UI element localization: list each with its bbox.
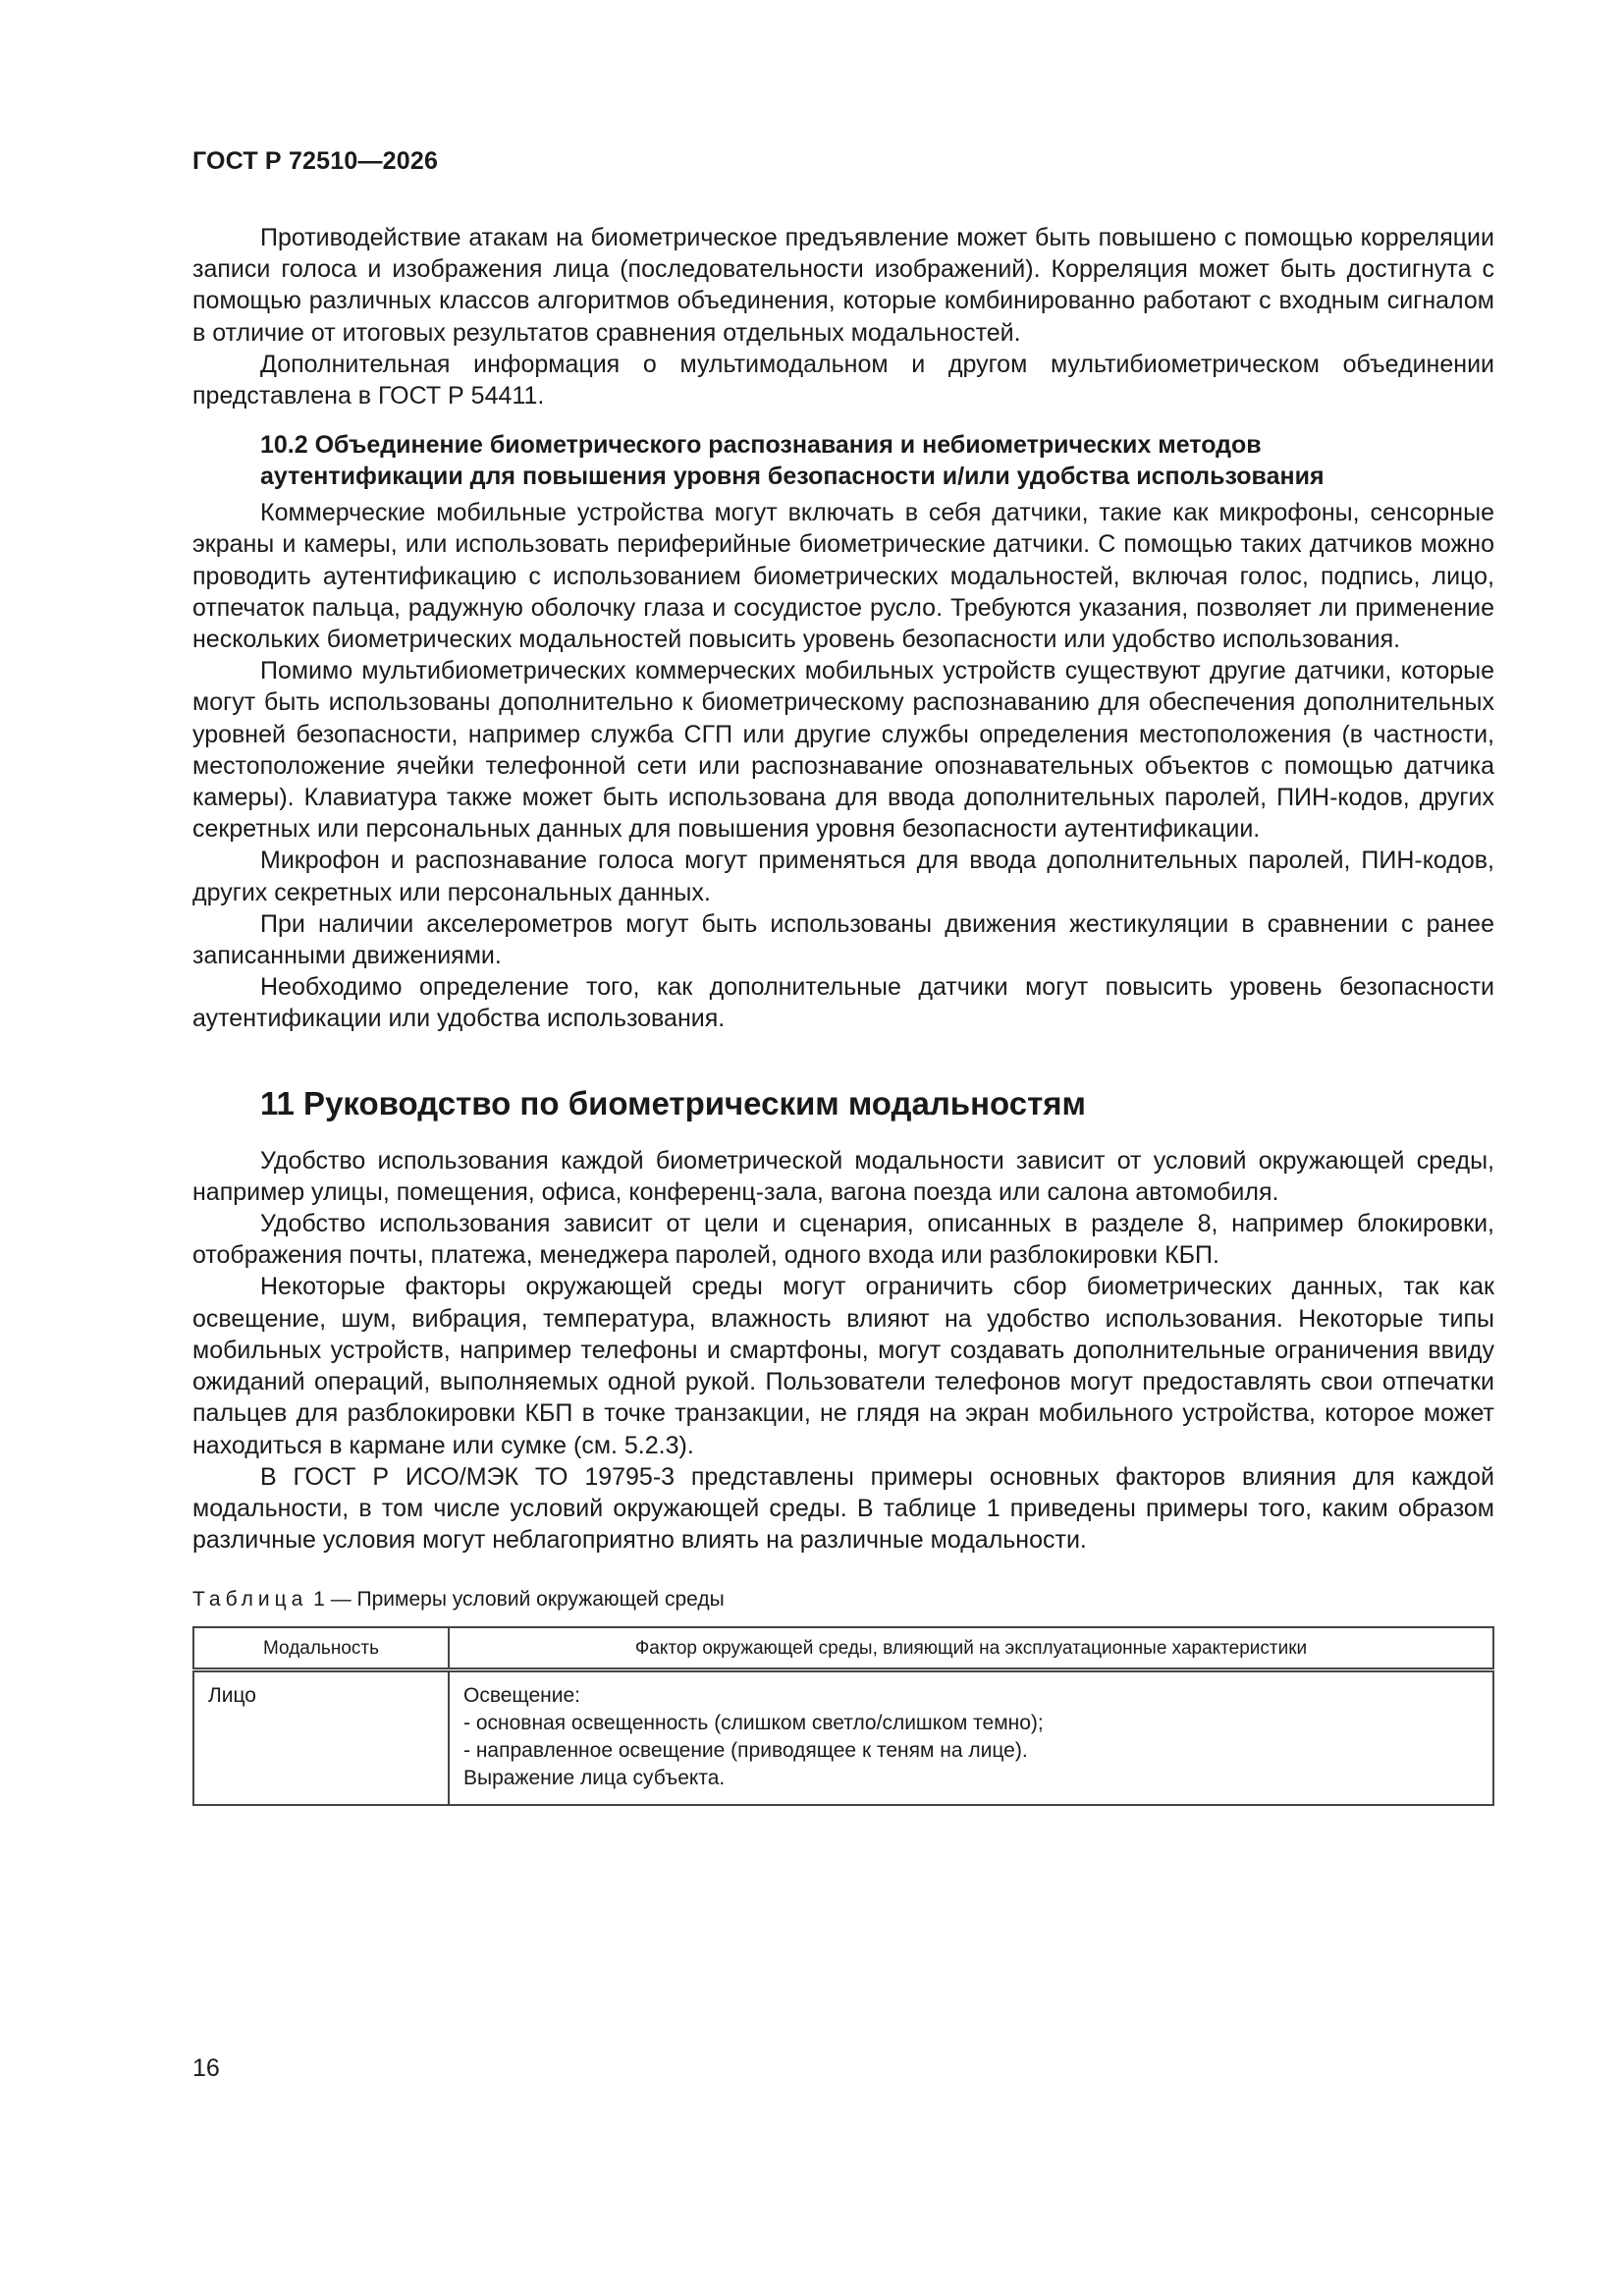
column-header-factor: Фактор окружающей среды, влияющий на эксплуатационные характеристики <box>449 1627 1493 1670</box>
heading-line: аутентификации для повышения уровня безопасности и/или удобства использования <box>260 463 1325 491</box>
table-caption-prefix: Таблица <box>192 1588 308 1612</box>
subsection-heading-10-2 <box>192 429 1494 492</box>
paragraph: Удобство использования каждой биометрической модальности зависит от условий окружающей среды, например улицы, помещения, офиса, конференц-зала, вагона поезда или салона автомобиля. <box>192 1146 1494 1206</box>
paragraph: Микрофон и распознавание голоса могут применяться для ввода дополнительных паролей, ПИН-кодов, других секретных или персональных данных. <box>192 847 1494 906</box>
paragraph: В ГОСТ Р ИСО/МЭК ТО 19795-3 представлены примеры основных факторов влияния для каждой модальности, в том числе условий окружающей среды. В таблице 1 приведены примеры того, каким образом различные условия могут неблагоприятно влиять на различные модальности. <box>192 1462 1494 1555</box>
factor-line: - основная освещенность (слишком светло/слишком темно); <box>463 1712 1044 1735</box>
page-number: 16 <box>192 2054 220 2082</box>
heading-line: 10.2 Объединение биометрического распознавания и небиометрических методов <box>260 431 1262 460</box>
column-header-modality: Модальность <box>193 1627 449 1670</box>
document-header: ГОСТ Р 72510—2026 <box>192 147 439 175</box>
page-content <box>192 222 1494 1806</box>
table-caption-text: 1 — Примеры условий окружающей среды <box>307 1588 725 1612</box>
factor-line: Освещение: <box>463 1684 580 1708</box>
paragraph: Удобство использования зависит от цели и сценария, описанных в разделе 8, например блокировки, отображения почты, платежа, менеджера паролей, одного входа или разблокировки КБП. <box>192 1210 1494 1270</box>
modality-cell: Лицо <box>193 1670 449 1806</box>
factor-line: Выражение лица субъекта. <box>463 1767 726 1790</box>
paragraph: Помимо мультибиометрических коммерческих мобильных устройств существуют другие датчики, которые могут быть использованы дополнительно к биометрическому распознаванию для обеспечения дополнительных уровней безопасности, например служба СГП или другие службы определения местоположения (в частности, местоположение ячейки телефонной сети или распознавание опознавательных объектов с помощью датчика камеры). Клавиатура также может быть использована для ввода дополнительных паролей, ПИН-кодов, других секретных или персональных данных для повышения уровня безопасности аутентификации. <box>192 657 1494 844</box>
section-heading-11: 11 Руководство по биометрическим модальностям <box>260 1084 1086 1121</box>
paragraph: Коммерческие мобильные устройства могут включать в себя датчики, такие как микрофоны, сенсорные экраны и камеры, или использовать периферийные биометрические датчики. С помощью таких датчиков можно проводить аутентификацию с использованием биометрических модальностей, включая голос, подпись, лицо, отпечаток пальца, радужную оболочку глаза и сосудистое русло. Требуются указания, позволяет ли применение нескольких биометрических модальностей повысить уровень безопасности или удобство использования. <box>192 499 1494 654</box>
paragraph: При наличии акселерометров могут быть использованы движения жестикуляции в сравнении с ранее записанными движениями. <box>192 909 1494 970</box>
paragraph: Необходимо определение того, как дополнительные датчики могут повысить уровень безопасности аутентификации или удобства использования. <box>192 973 1494 1033</box>
paragraph: Противодействие атакам на биометрическое предъявление может быть повышено с помощью корреляции записи голоса и изображения лица (последовательности изображений). Корреляция может быть достигнута с помощью различных классов алгоритмов объединения, которые комбинированно работают с входным сигналом в отличие от итоговых результатов сравнения отдельных модальностей. <box>192 224 1494 347</box>
factor-line: - направленное освещение (приводящее к теням на лице). <box>463 1739 1028 1763</box>
environment-conditions-table <box>192 1626 1494 1806</box>
paragraph: Некоторые факторы окружающей среды могут ограничить сбор биометрических данных, так как освещение, шум, вибрация, температура, влажность влияют на удобство использования. Некоторые типы мобильных устройств, например телефоны и смартфоны, могут создавать дополнительные ограничения ввиду ожиданий операций, выполняемых одной рукой. Пользователи телефонов могут предоставлять свои отпечатки пальцев для разблокировки КБП в точке транзакции, не глядя на экран мобильного устройства, которое может находиться в кармане или сумке (см. 5.2.3). <box>192 1273 1494 1459</box>
table-caption <box>192 1587 1494 1613</box>
paragraph: Дополнительная информация о мультимодальном и другом мультибиометрическом объединении представлена в ГОСТ Р 54411. <box>192 350 1494 410</box>
table-row <box>193 1670 1493 1806</box>
factor-cell <box>449 1670 1493 1806</box>
table-header-row <box>193 1627 1493 1670</box>
